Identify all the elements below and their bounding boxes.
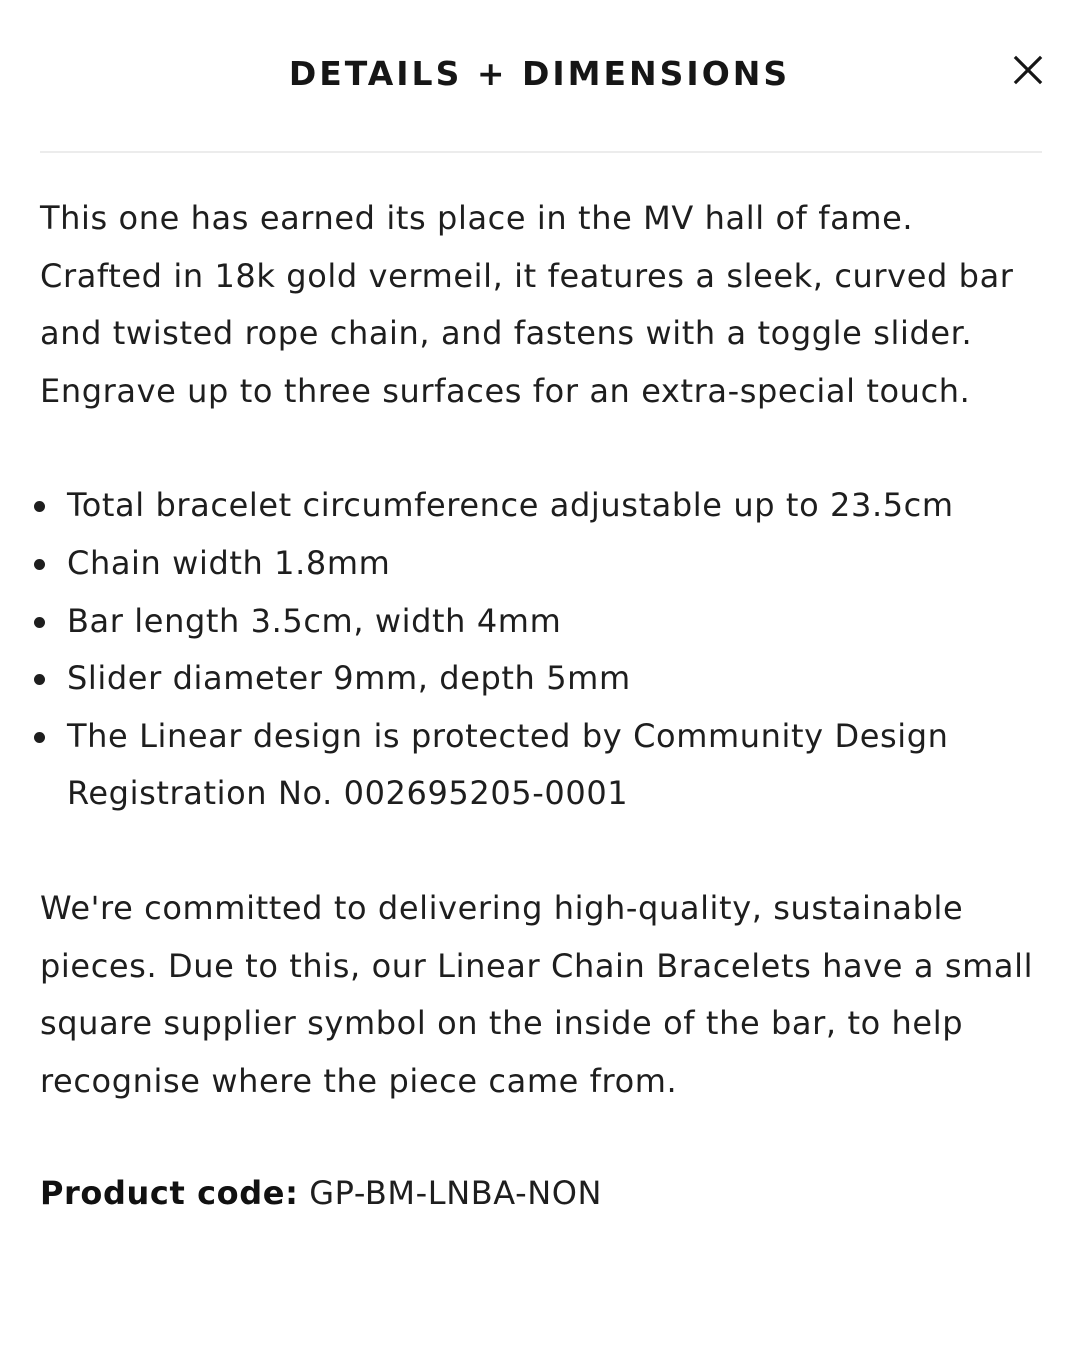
commitment-text: We're committed to delivering high-quality, sustainable pieces. Due to this, our Linear Chain Bracelets have a small square supplier symbol on the inside of the bar, to help recognise where the piece came from.: [40, 888, 1034, 1100]
bullet-icon: [34, 732, 45, 743]
feature-list: [40, 477, 1042, 823]
list-item: [40, 477, 1042, 535]
close-icon: [1006, 48, 1050, 92]
bullet-icon: [34, 674, 45, 685]
feature-text: Slider diameter 9mm, depth 5mm: [67, 659, 631, 698]
product-description: This one has earned its place in the MV hall of fame. Crafted in 18k gold vermeil, it features a sleek, curved bar and twisted rope chain, and fastens with a toggle slider. Engrave up to three surfaces for an extra-special touch.: [40, 199, 1014, 410]
modal-header: [0, 0, 1079, 152]
list-item: [40, 593, 1042, 651]
bullet-icon: [34, 559, 45, 570]
modal-content: [40, 190, 1042, 1223]
feature-text: Chain width 1.8mm: [67, 543, 391, 582]
feature-text: Total bracelet circumference adjustable up to 23.5cm: [67, 486, 954, 525]
modal-title: DETAILS + DIMENSIONS: [288, 54, 791, 93]
bullet-icon: [34, 501, 45, 512]
list-item: [40, 708, 1042, 823]
header-divider: [40, 151, 1042, 153]
list-item: [40, 535, 1042, 593]
list-item: [40, 650, 1042, 708]
product-code-value: GP-BM-LNBA-NON: [309, 1174, 603, 1213]
feature-text: The Linear design is protected by Community Design Registration No. 002695205-0001: [67, 716, 949, 813]
product-code-label: Product code:: [40, 1174, 299, 1213]
feature-text: Bar length 3.5cm, width 4mm: [67, 601, 562, 640]
product-code: [40, 1165, 1042, 1223]
bullet-icon: [34, 617, 45, 628]
close-button[interactable]: [1006, 48, 1050, 92]
